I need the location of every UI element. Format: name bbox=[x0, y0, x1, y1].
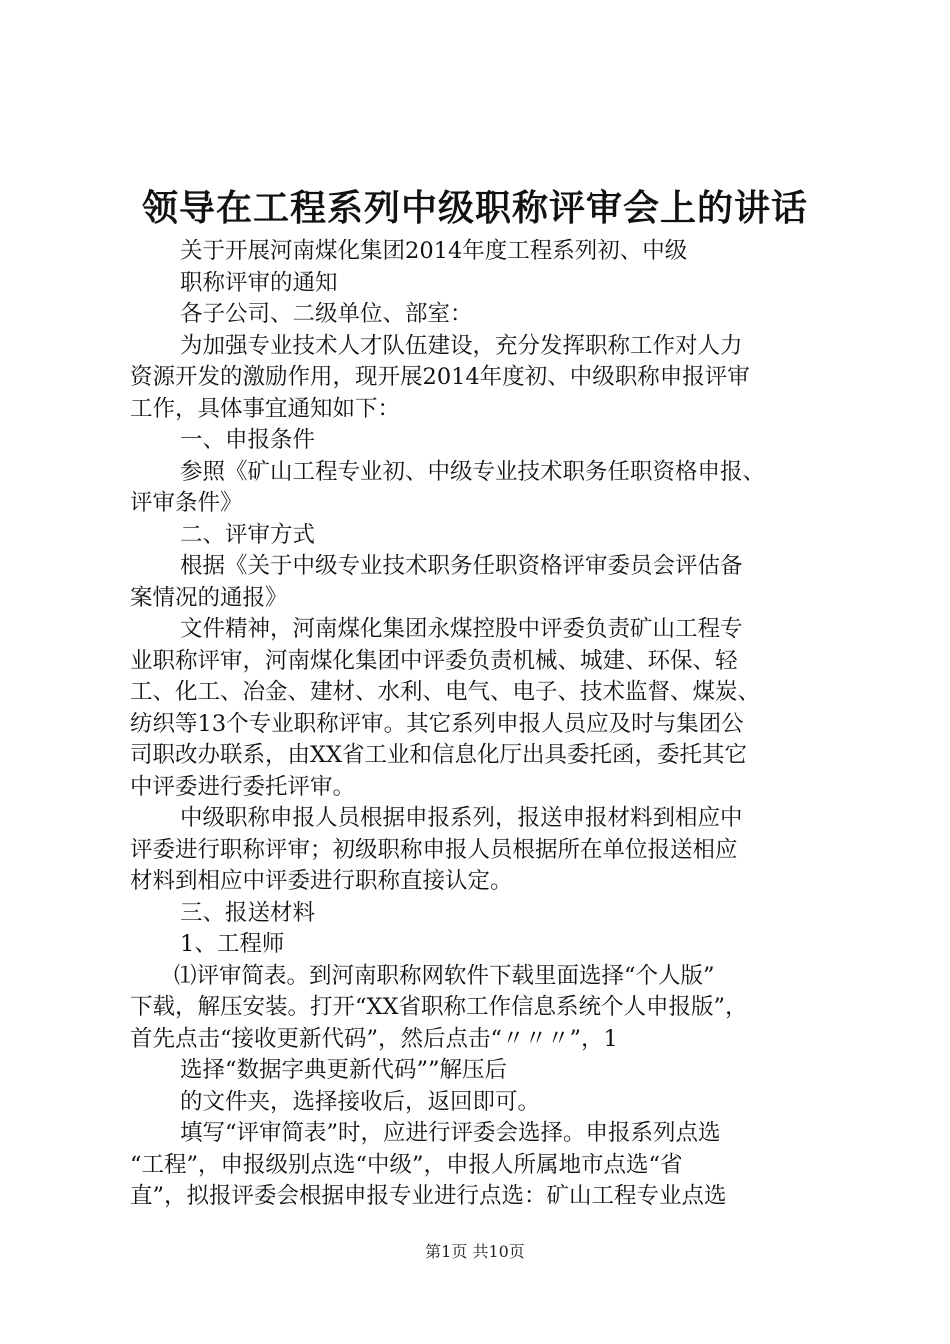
text-line: “工程”，申报级别点选“中级”，申报人所属地市点选“省 bbox=[130, 1151, 683, 1178]
section-heading: 一、申报条件 bbox=[180, 427, 316, 453]
text-line: 评审条件》 bbox=[130, 490, 243, 516]
text-line: 的文件夹，选择接收后，返回即可。 bbox=[180, 1088, 541, 1115]
text-line: 直”，拟报评委会根据申报专业进行点选：矿山工程专业点选 bbox=[130, 1183, 727, 1209]
text-line: 选择“数据字典更新代码””解压后 bbox=[180, 1057, 508, 1083]
text-line: 文件精神，河南煤化集团永煤控股中评委负责矿山工程专 bbox=[180, 616, 743, 642]
text-line: 资源开发的激励作用，现开展2014年度初、中级职称申报评审 bbox=[130, 364, 750, 390]
document-title: 领导在工程系列中级职称评审会上的讲话 bbox=[141, 187, 808, 229]
text-line: 下载，解压安装。打开“XX省职称工作信息系统个人申报版”， bbox=[130, 994, 748, 1020]
page-footer: 第1页 共10页 bbox=[425, 1242, 525, 1261]
text-line: 填写“评审简表”时，应进行评委会选择。申报系列点选 bbox=[180, 1120, 721, 1146]
section-heading: 二、评审方式 bbox=[180, 521, 316, 548]
sub-heading: 1、工程师 bbox=[180, 931, 285, 957]
text-line: ⑴评审简表。到河南职称网软件下载里面选择“个人版” bbox=[174, 962, 715, 989]
text-line: 根据《关于中级专业技术职务任职资格评审委员会评估备 bbox=[180, 553, 743, 579]
text-line: 职称评审的通知 bbox=[180, 269, 338, 296]
document-body bbox=[130, 236, 842, 1213]
text-line: 司职改办联系，由XX省工业和信息化厅出具委托函，委托其它 bbox=[130, 742, 748, 768]
text-line: 各子公司、二级单位、部室： bbox=[180, 301, 473, 327]
text-line: 材料到相应中评委进行职称直接认定。 bbox=[130, 868, 513, 894]
section-heading: 三、报送材料 bbox=[180, 899, 316, 926]
text-line: 案情况的通报》 bbox=[130, 584, 288, 611]
text-line: 工作，具体事宜通知如下： bbox=[130, 395, 401, 422]
text-line: 中评委进行委托评审。 bbox=[130, 773, 356, 800]
text-line: 参照《矿山工程专业初、中级专业技术职务任职资格申报、 bbox=[180, 458, 766, 485]
text-line: 中级职称申报人员根据申报系列，报送申报材料到相应中 bbox=[180, 805, 743, 831]
text-line: 评委进行职称评审；初级职称申报人员根据所在单位报送相应 bbox=[130, 836, 738, 863]
text-line: 工、化工、冶金、建材、水利、电气、电子、技术监督、煤炭、 bbox=[130, 679, 761, 705]
text-line: 关于开展河南煤化集团2014年度工程系列初、中级 bbox=[180, 238, 688, 264]
text-line: 业职称评审，河南煤化集团中评委负责机械、城建、环保、轻 bbox=[130, 647, 738, 674]
text-line: 首先点击“接收更新代码”，然后点击“〃〃〃”，1 bbox=[130, 1025, 618, 1052]
text-line: 为加强专业技术人才队伍建设，充分发挥职称工作对人力 bbox=[180, 332, 743, 359]
text-line: 纺织等13个专业职称评审。其它系列申报人员应及时与集团公 bbox=[130, 710, 744, 737]
